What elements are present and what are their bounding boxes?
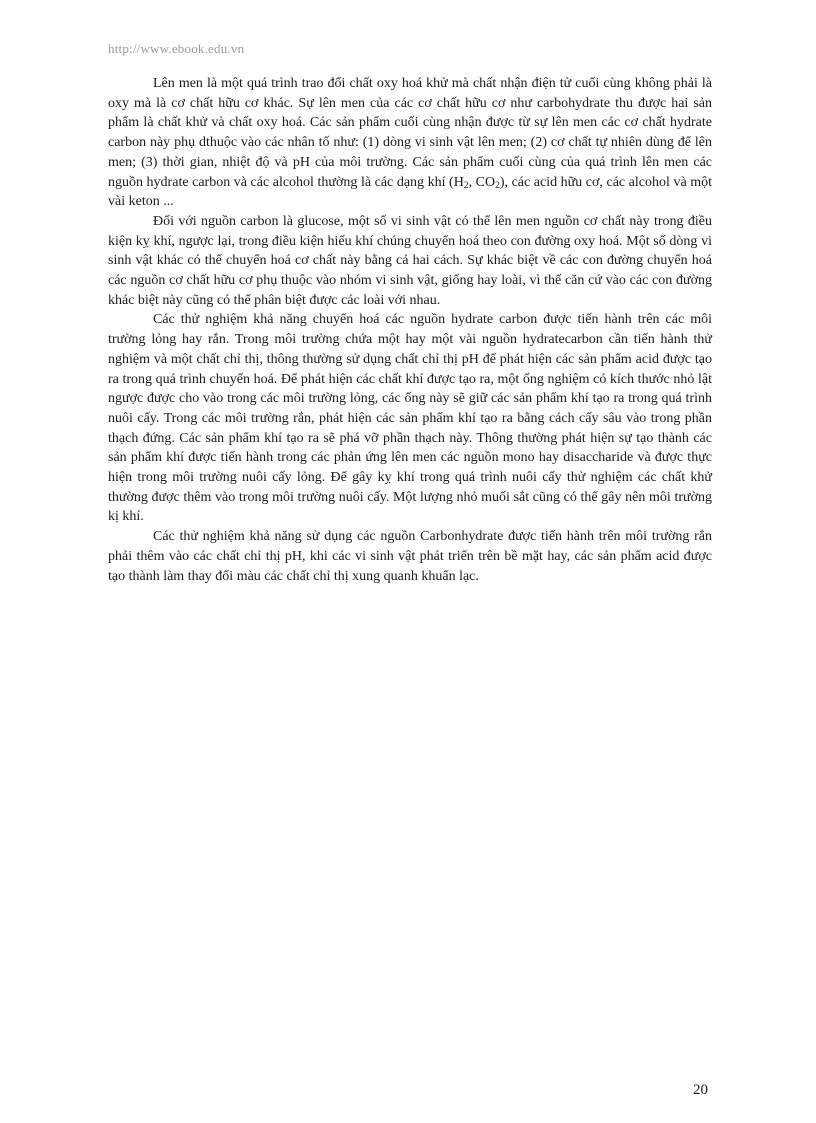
subscript: 2 <box>495 180 500 191</box>
paragraph-text: Lên men là một quá trình trao đổi chất oxy hoá khử mà chất nhận điện tử cuối cùng không phải là oxy mà là cơ chất hữu cơ khác. Sự lên men của các cơ chất hữu cơ như carbohydrate thu được hai sản phẩm là chất khử và chất oxy hoá. Các sản phẩm cuối cùng nhận được từ sự lên men các cơ chất hydrate carbon này phụ dthuộc vào các nhân tố như: (1) dòng vi sinh vật lên men; (2) cơ chất tự nhiên dùng để lên men; (3) thời gian, nhiệt độ và pH của môi trường. Các sản phẩm cuối cùng của quá trình lên men các nguồn hydrate carbon và các alcohol thường là các dạng khí (H <box>108 76 712 190</box>
subscript: 2 <box>463 180 469 191</box>
header-url[interactable]: http://www.ebook.edu.vn <box>108 41 245 56</box>
body-text <box>108 74 712 586</box>
paragraph-glucose: Đối với nguồn carbon là glucose, một số vi sinh vật có thể lên men nguồn cơ chất này trong điều kiện kỵ khí, ngược lại, trong điều kiện hiếu khí chúng chuyển hoá theo con đường oxy hoá. Một số dòng vi sinh vật khác có thể chuyển hoá cơ chất này bằng cả hai cách. Sự khác biệt về các con đường chuyển hoá các nguồn cơ chất hữu cơ phụ thuộc vào nhóm vi sinh vật, giống hay loài, vì thế căn cứ vào các con đường khác biệt này cũng có thể phân biệt được các loài với nhau. <box>108 213 712 308</box>
paragraph-text: , CO <box>468 174 496 190</box>
paragraph-fermentation <box>108 74 712 212</box>
paragraph-indicators: Các thử nghiệm khả năng sử dụng các nguồn Carbonhydrate được tiến hành trên môi trường rắn phải thêm vào các chất chỉ thị pH, khi các vi sinh vật phát triển trên bề mặt hay, các sản phẩm acid được tạo thành làm thay đổi màu các chất chỉ thị xung quanh khuẩn lạc. <box>108 529 712 584</box>
paragraph-tests: Các thử nghiệm khả năng chuyển hoá các nguồn hydrate carbon được tiến hành trên các môi trường lỏng hay rắn. Trong môi trường chứa một hay một vài nguồn hydratecarbon cần tiến hành thử nghiệm và một chất chỉ thị, thông thường sử dụng chất chỉ thị pH để phát hiện các sản phẩm acid được tạo ra trong quá trình chuyển hoá. Để phát hiện các chất khí được tạo ra, một ống nghiệm có kích thước nhỏ lật ngược được cho vào trong các môi trường lỏng, các ống này sẽ giữ các sản phẩm khí tạo ra trong quá trình nuôi cấy. Trong các môi trường rắn, phát hiện các sản phẩm khí tạo ra bằng cách cấy sâu vào trong phần thạch đứng. Các sản phẩm khí tạo ra sẽ phá vỡ phần thạch này. Thông thường phát hiện sự tạo thành các sản phẩm khí được tiến hành trong các phản ứng lên men các nguồn mono hay disaccharide và được thực hiện trong môi trường nuôi cấy lỏng. Để gây kỵ khí trong quá trình nuôi cấy thử nghiệm các chất khử thường được thêm vào trong môi trường nuôi cấy. Một lượng nhỏ muối sắt cũng có thể gây nên môi trường kị khí. <box>108 312 712 525</box>
paragraph-text: ), các acid hữu cơ, các alcohol và một vài keton ... <box>108 174 713 210</box>
page-number: 20 <box>693 1082 708 1098</box>
